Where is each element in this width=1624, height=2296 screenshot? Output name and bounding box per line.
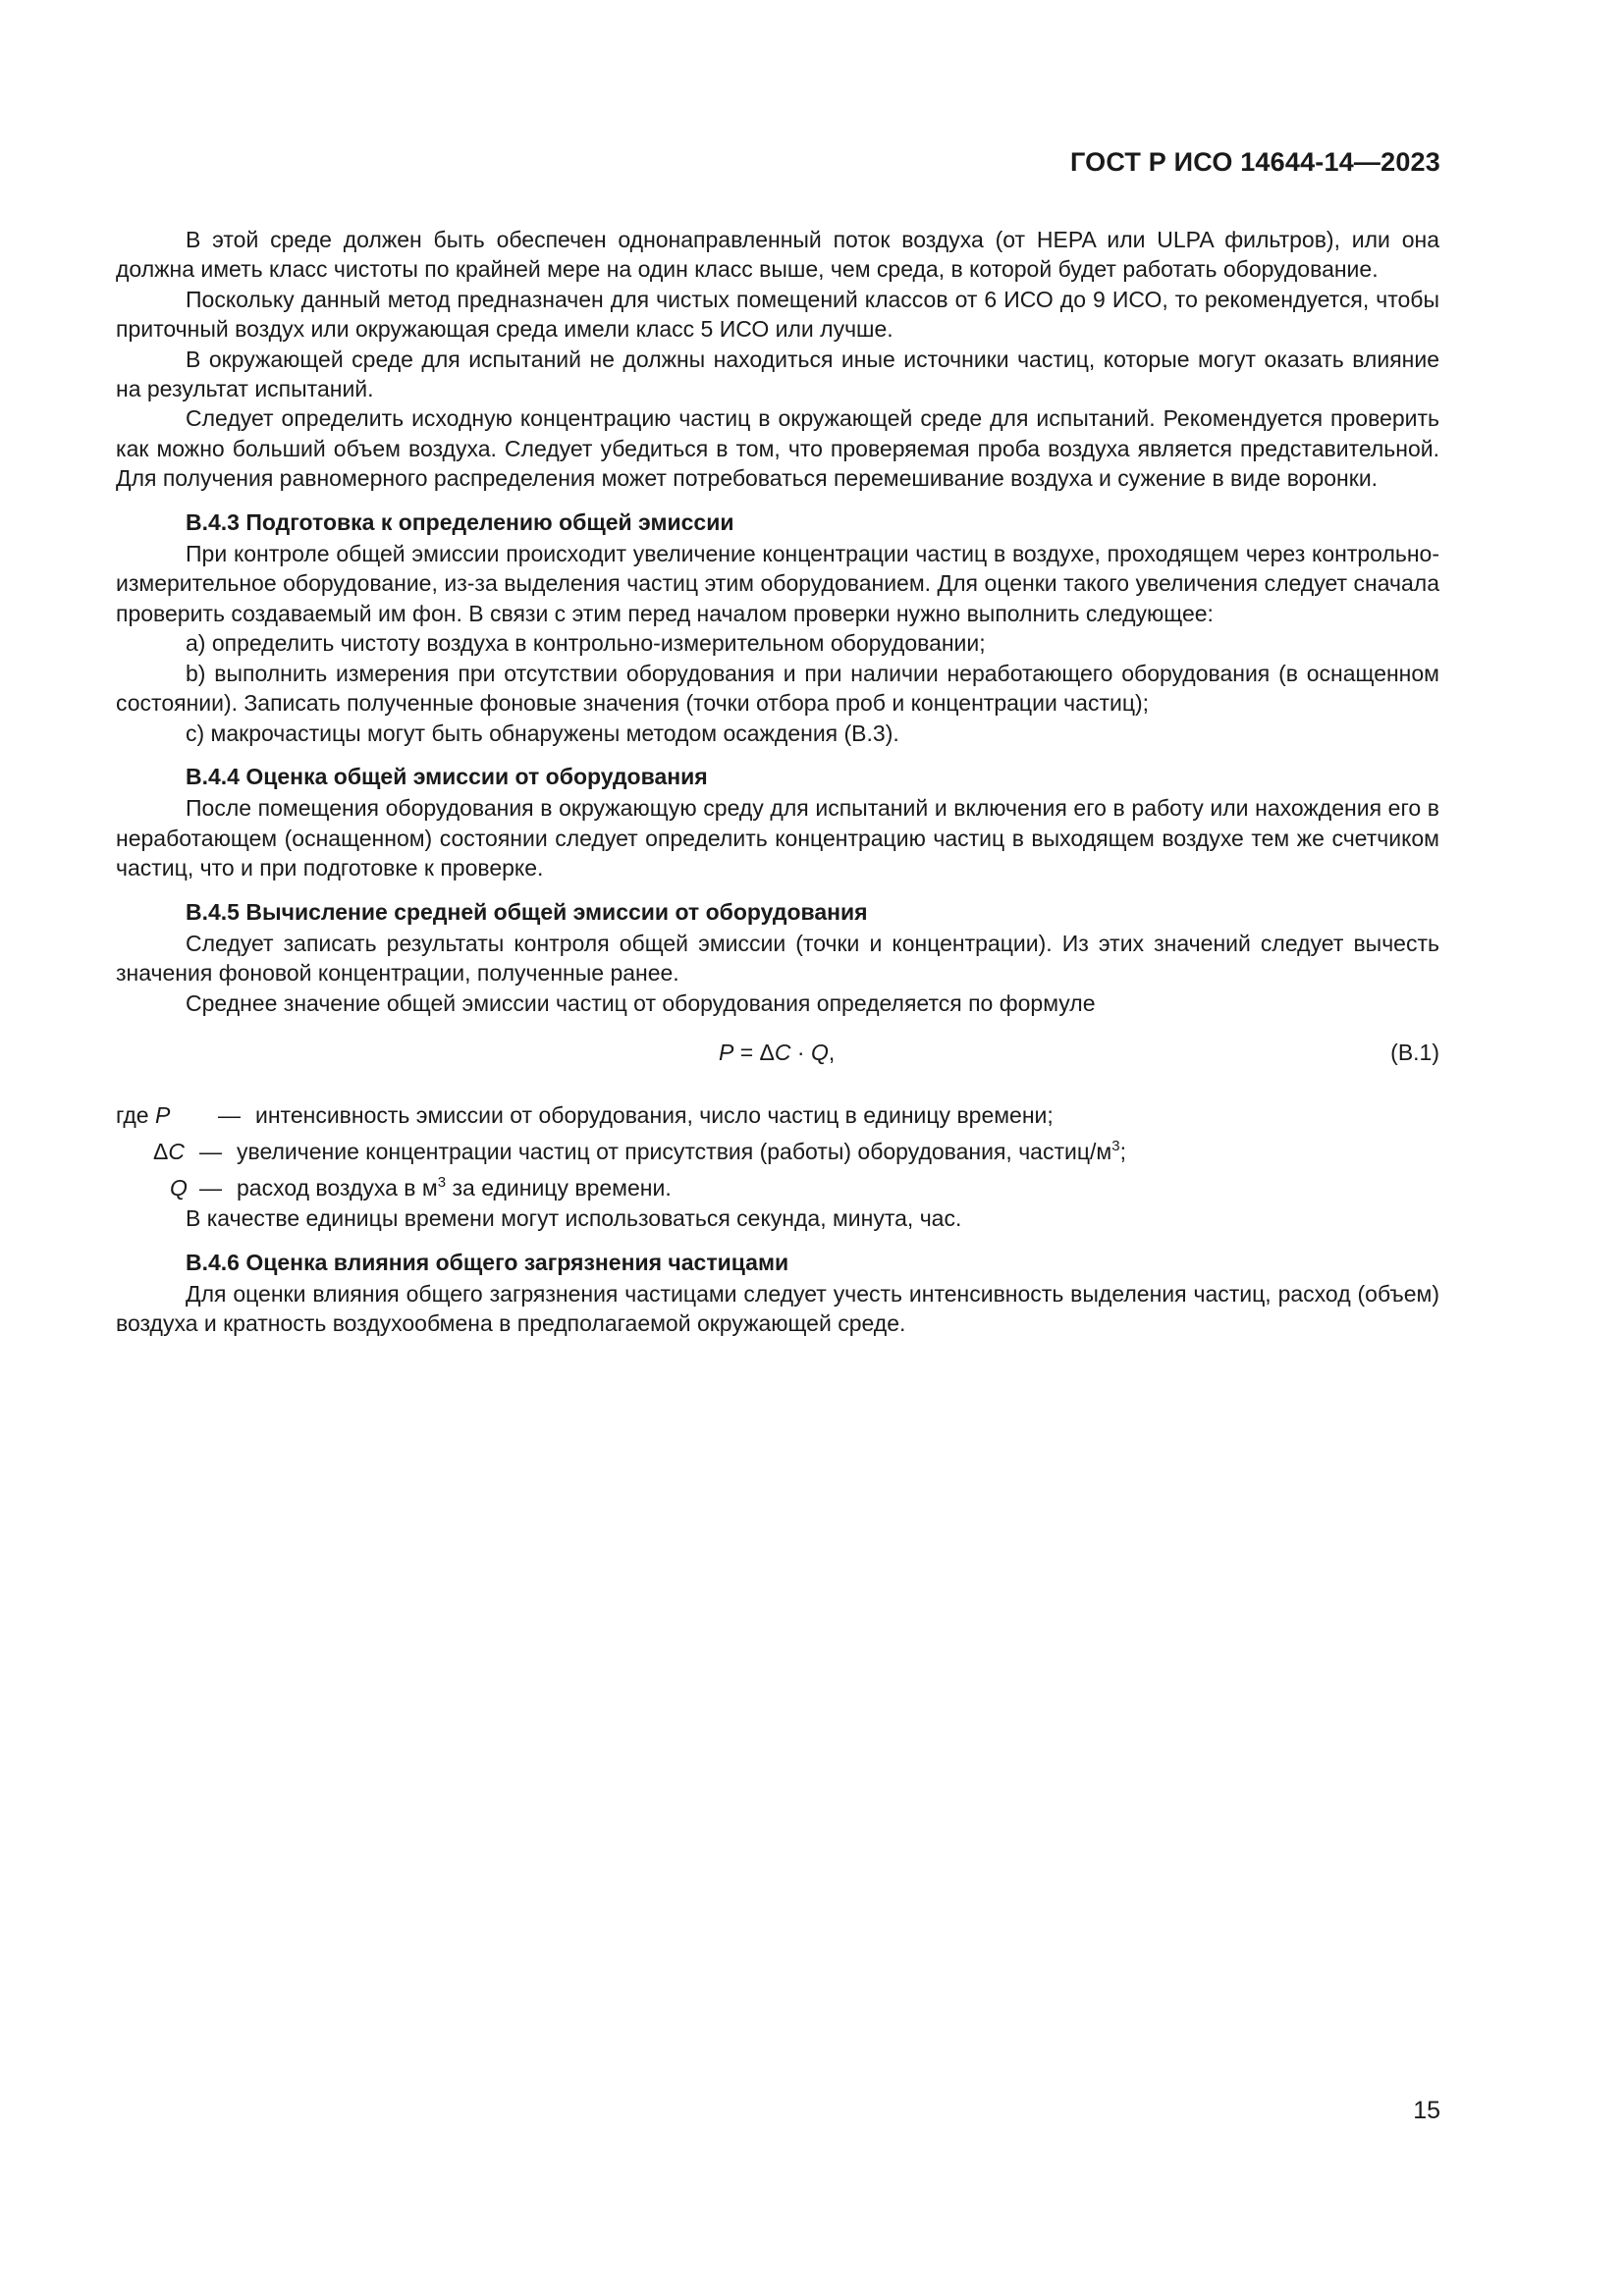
document-body [116, 225, 1439, 1339]
paragraph: В окружающей среде для испытаний не должны находиться иные источники частиц, которые могут оказать влияние на результат испытаний. [116, 346, 1439, 402]
paragraph: После помещения оборудования в окружающую среду для испытаний и включения его в работу или нахождения его в неработающем (оснащенном) состоянии следует определить концентрацию частиц в выходящем воздухе тем же счетчиком частиц, что и при подготовке к проверке. [116, 795, 1439, 881]
paragraph: При контроле общей эмиссии происходит увеличение концентрации частиц в воздухе, проходящем через контрольно-измерительное оборудование, из-за выделения частиц этим оборудованием. Для оценки такого увеличения следует сначала проверить создаваемый им фон. В связи с этим перед началом проверки нужно выполнить следующее: [116, 541, 1439, 626]
formula-legend-p: где P — интенсивность эмиссии от оборудования, число частиц в единицу времени; [116, 1102, 1054, 1129]
section-heading-b44: В.4.4 Оценка общей эмиссии от оборудования [186, 763, 708, 789]
paragraph: Среднее значение общей эмиссии частиц от оборудования определяется по формуле [186, 989, 1096, 1016]
paragraph: Следует определить исходную концентрацию частиц в окружающей среде для испытаний. Рекомендуется проверить как можно больший объем воздуха. Следует убедиться в том, что проверяемая проба воздуха является представительной. Для получения равномерного распределения может потребоваться перемешивание воздуха и сужение в виде воронки. [116, 405, 1439, 492]
formula-legend-dc: ΔC — увеличение концентрации частиц от присутствия (работы) оборудования, частиц/$м^3$; [153, 1138, 1126, 1165]
section-heading-b45: В.4.5 Вычисление средней общей эмиссии от оборудования [186, 898, 868, 925]
paragraph: В этой среде должен быть обеспечен однонаправленный поток воздуха (от HEPA или ULPA фильтров), или она должна иметь класс чистоты по крайней мере на один класс выше, чем среда, в которой будет работать оборудование. [116, 227, 1439, 283]
paragraph: Для оценки влияния общего загрязнения частицами следует учесть интенсивность выделения частиц, расход (объем) воздуха и кратность воздухообмена в предполагаемой окружающей среде. [116, 1280, 1439, 1337]
formula-number: (В.1) [1390, 1040, 1439, 1066]
paragraph: Следует записать результаты контроля общей эмиссии (точки и концентрации). Из этих значений следует вычесть значения фоновой концентрации, полученные ранее. [116, 930, 1439, 987]
formula-expression: P = ΔC · Q, [719, 1040, 836, 1066]
paragraph: Поскольку данный метод предназначен для чистых помещений классов от 6 ИСО до 9 ИСО, то рекомендуется, чтобы приточный воздух или окружающая среда имели класс 5 ИСО или лучше. [116, 286, 1439, 343]
paragraph: В качестве единицы времени могут использоваться секунда, минута, час. [186, 1205, 962, 1232]
list-item: c) макрочастицы могут быть обнаружены методом осаждения (В.3). [186, 720, 899, 746]
section-heading-b43: В.4.3 Подготовка к определению общей эмиссии [186, 508, 734, 535]
page-number: 15 [1413, 2097, 1440, 2124]
formula-b1 [116, 1038, 1439, 1067]
formula-legend-q: Q — расход воздуха в $м^3$ за единицу времени. [170, 1174, 672, 1201]
document-id: ГОСТ Р ИСО 14644-14—2023 [1070, 147, 1440, 177]
list-item: a) определить чистоту воздуха в контрольно-измерительном оборудовании; [186, 630, 986, 657]
section-heading-b46: В.4.6 Оценка влияния общего загрязнения частицами [186, 1249, 789, 1275]
list-item: b) выполнить измерения при отсутствии оборудования и при наличии неработающего оборудования (в оснащенном состоянии). Записать полученные фоновые значения (точки отбора проб и концентрации частиц); [116, 660, 1439, 717]
